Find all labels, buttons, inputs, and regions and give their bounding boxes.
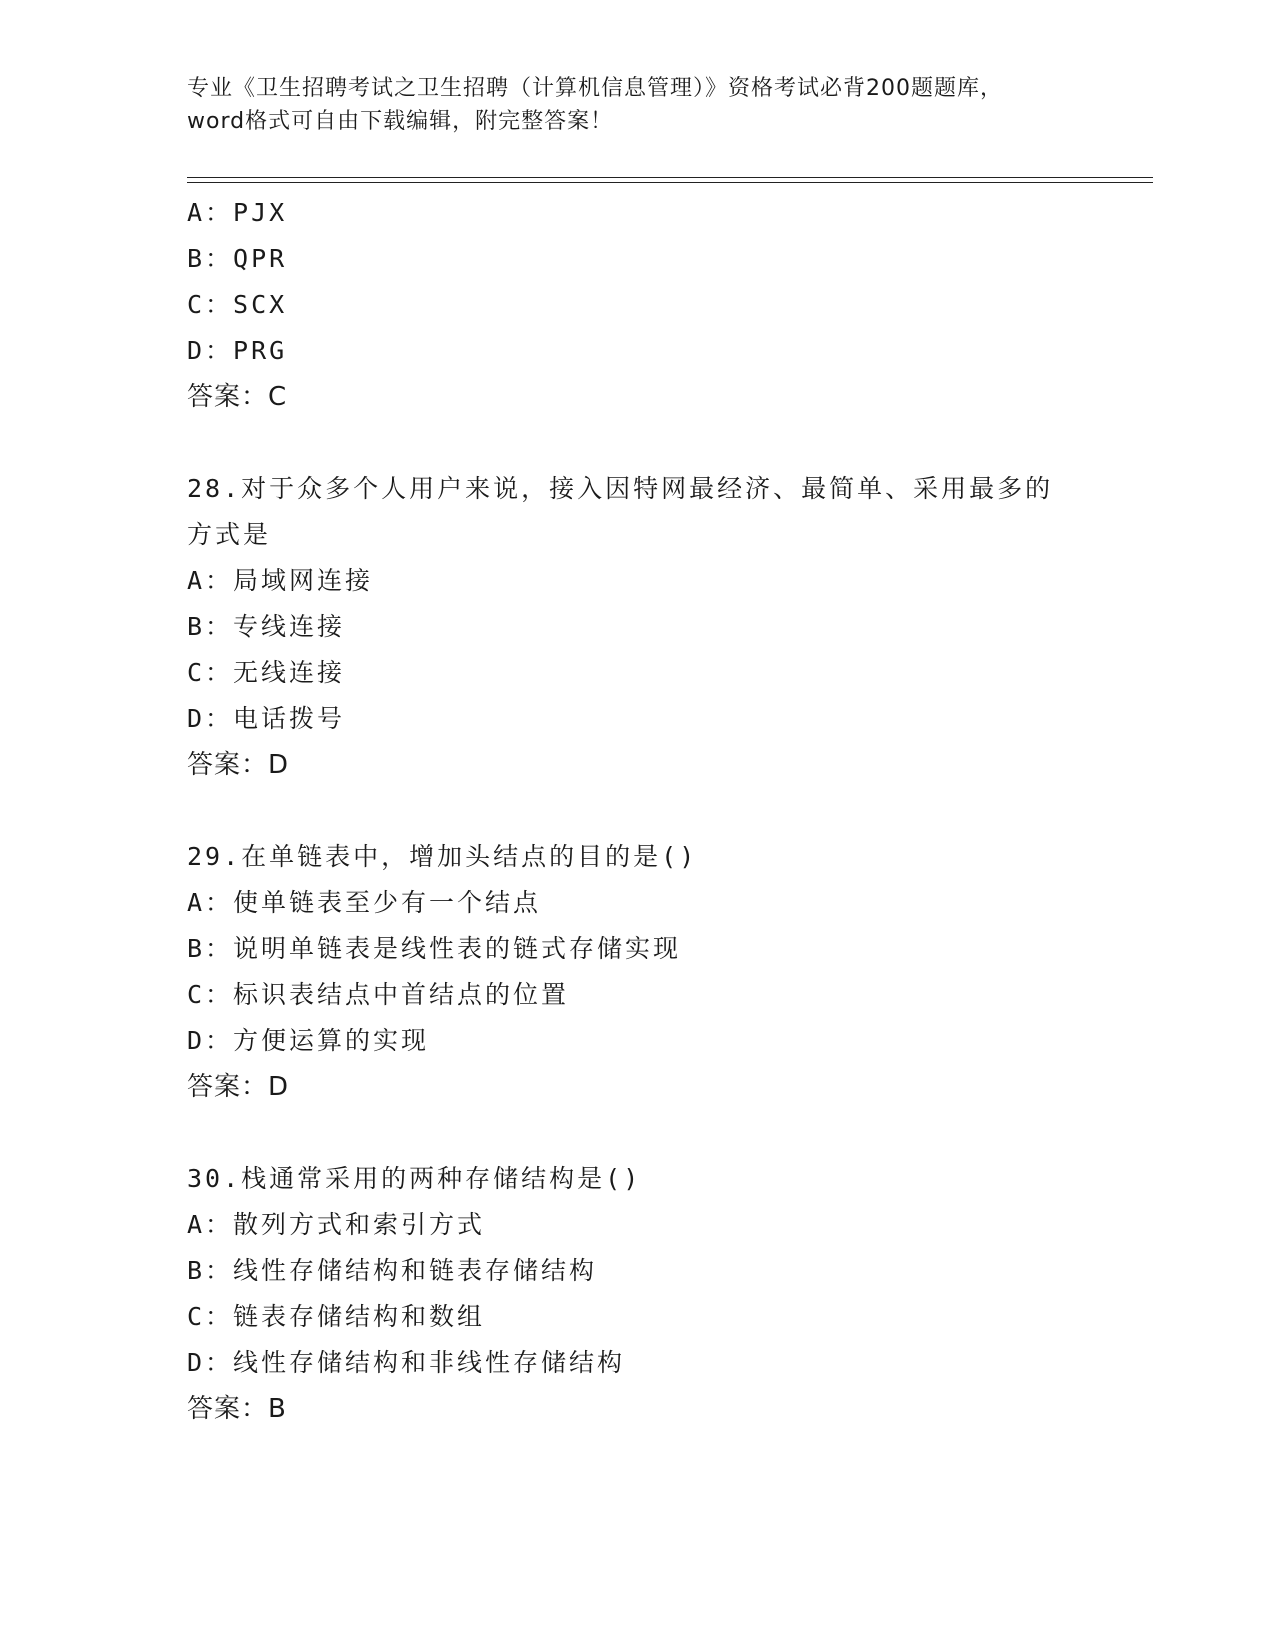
option-d: D：电话拨号 <box>187 704 346 733</box>
answer-line: 答案：B <box>187 1394 287 1424</box>
option-a: A：PJX <box>187 198 288 227</box>
option-c: C：标识表结点中首结点的位置 <box>187 980 570 1009</box>
header-line-1: 专业《卫生招聘考试之卫生招聘（计算机信息管理）》资格考试必背200题题库， <box>187 76 1003 101</box>
option-a: A：局域网连接 <box>187 566 374 595</box>
header-divider-top <box>187 177 1153 178</box>
question-text-line-1: 28.对于众多个人用户来说，接入因特网最经济、最简单、采用最多的 <box>187 474 1054 503</box>
option-b: B：说明单链表是线性表的链式存储实现 <box>187 934 682 963</box>
document-header <box>187 72 1087 138</box>
answer-line: 答案：C <box>187 382 288 412</box>
header-line-2: word格式可自由下载编辑，附完整答案！ <box>187 109 614 134</box>
option-a: A：散列方式和索引方式 <box>187 1210 486 1239</box>
question-29 <box>187 834 1137 1110</box>
option-d: D：PRG <box>187 336 288 365</box>
answer-line: 答案：D <box>187 1072 290 1102</box>
question-27 <box>187 190 1137 420</box>
option-d: D：方便运算的实现 <box>187 1026 430 1055</box>
question-text-line-2: 方式是 <box>187 520 272 549</box>
header-divider-bottom <box>187 182 1153 183</box>
option-b: B：线性存储结构和链表存储结构 <box>187 1256 598 1285</box>
option-a: A：使单链表至少有一个结点 <box>187 888 542 917</box>
option-b: B：专线连接 <box>187 612 346 641</box>
question-list <box>187 190 1137 1432</box>
option-b: B：QPR <box>187 244 288 273</box>
option-c: C：SCX <box>187 290 288 319</box>
option-d: D：线性存储结构和非线性存储结构 <box>187 1348 626 1377</box>
option-c: C：链表存储结构和数组 <box>187 1302 486 1331</box>
question-text: 30.栈通常采用的两种存储结构是() <box>187 1164 642 1193</box>
option-c: C：无线连接 <box>187 658 346 687</box>
question-30 <box>187 1156 1137 1432</box>
question-text: 29.在单链表中，增加头结点的目的是() <box>187 842 698 871</box>
question-28 <box>187 466 1137 788</box>
answer-line: 答案：D <box>187 750 290 780</box>
